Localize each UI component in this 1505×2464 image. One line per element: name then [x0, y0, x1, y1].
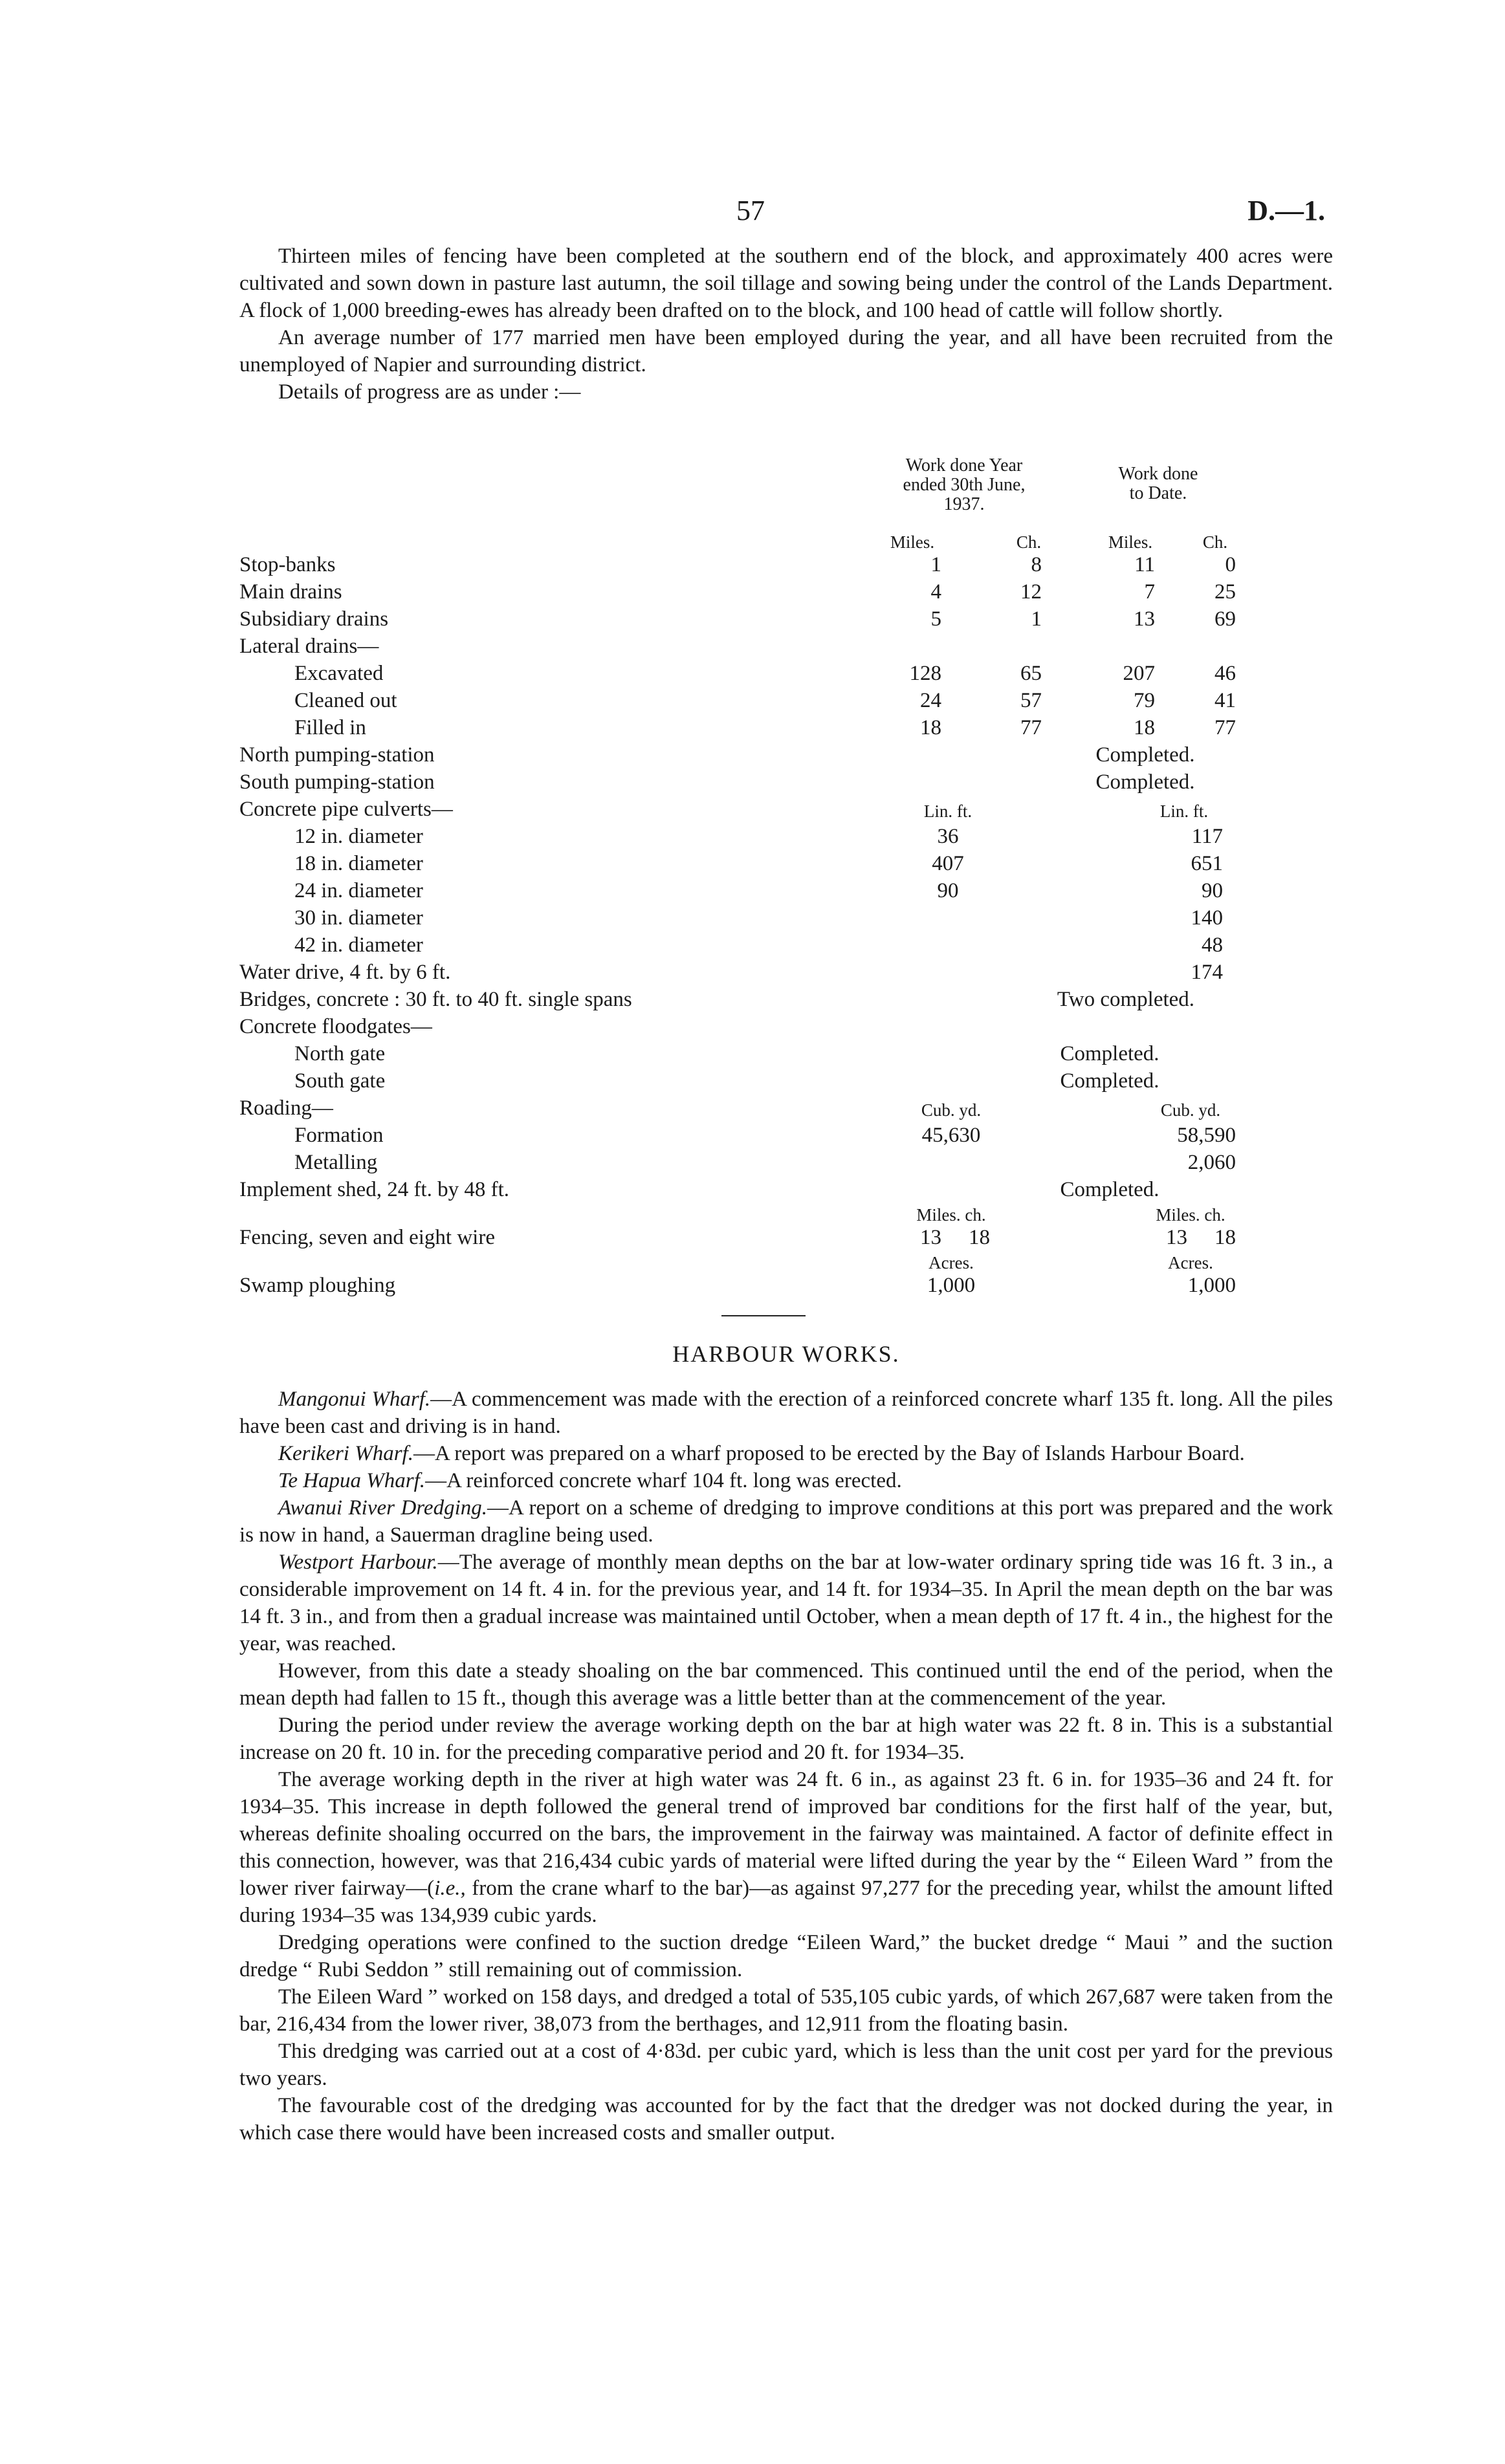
document-reference: D.—1. [1247, 195, 1325, 226]
section-heading: HARBOUR WORKS. [672, 1341, 900, 1367]
paragraph-tehapua: Te Hapua Wharf.—A reinforced concrete wharf 104 ft. long was erected. [278, 1469, 902, 1492]
table-row: Fencing, seven and eight wire 13 18 13 18 [239, 1226, 1236, 1249]
table-row: 42 in. diameter 48 [294, 933, 1223, 957]
table-row: Cleaned out 24 57 79 41 [294, 689, 1236, 712]
table-row: Water drive, 4 ft. by 6 ft. 174 [239, 961, 1223, 984]
col-header-year: Work done Year ended 30th June, 1937. [903, 455, 1026, 514]
paragraph: The Eileen Ward ” worked on 158 days, and dredged a total of 535,105 cubic yards, of which 267,687 were taken from the bar, 216,434 from the lower river, 38,073 from the berthages, and 12,911 from the floating basin. [239, 1985, 1333, 2036]
paragraph-westport: Westport Harbour.—The average of monthly mean depths on the bar at low-water ordinary spring tide was 16 ft. 3 in., a considerable improvement on 14 ft. 4 in. for the previous year, and 14 ft. for 1934–35. In April the mean depth on the bar was 14 ft. 3 in., and from then a gradual increase was maintained until October, when a mean depth of 17 ft. 4 in., the highest for the year, was reached. [239, 1551, 1333, 1655]
intro-paragraph: An average number of 177 married men have been employed during the year, and all have been recruited from the unemployed of Napier and surrounding district. [239, 326, 1333, 376]
table-row: 12 in. diameter 36 117 [294, 825, 1223, 848]
table-row: Subsidiary drains 5 1 13 69 [239, 607, 1236, 631]
paragraph: The average working depth in the river at high water was 24 ft. 6 in., as against 23 ft. 6 in. for 1935–36 and 24 ft. for 1934–35. This increase in depth followed the general trend of improved bar conditions for the first half of the year, but, whereas definite shoaling occurred on the bars, the improvement in the fairway was maintained. A factor of definite effect in this connection, however, was that 216,434 cubic yards of material were lifted during the year by the “ Eileen Ward ” from the lower river fairway—(i.e., from the crane wharf to the bar)—as against 97,277 for the preceding year, whilst the amount lifted during 1934–35 was 134,939 cubic yards. [239, 1768, 1333, 1927]
table-row: Implement shed, 24 ft. by 48 ft. Completed. [239, 1178, 1159, 1201]
paragraph: However, from this date a steady shoaling on the bar commenced. This continued until the end of the period, when the mean depth had fallen to 15 ft., though this average was a little better than at the commencement of the year. [239, 1659, 1333, 1710]
table-row: Formation 45,630 58,590 [294, 1124, 1236, 1147]
table-row: Lateral drains— [239, 635, 379, 658]
paragraph: The favourable cost of the dredging was accounted for by the fact that the dredger was not docked during the year, in which case there would have been increased costs and smaller output. [239, 2094, 1333, 2144]
table-row: 30 in. diameter 140 [294, 906, 1223, 930]
table-row: Filled in 18 77 18 77 [294, 716, 1236, 739]
table-row: Stop-banks 1 8 11 0 [239, 553, 1236, 576]
table-row: North gate Completed. [294, 1042, 1159, 1065]
paragraph: Dredging operations were confined to the suction dredge “Eileen Ward,” the bucket dredge “ Maui ” and the suction dredge “ Rubi Seddon ” still remaining out of commission. [239, 1931, 1333, 1981]
table-row: 18 in. diameter 407 651 [294, 852, 1223, 875]
table-row: North pumping-station Completed. [239, 743, 1195, 767]
units-row: Miles. ch. Miles. ch. [916, 1205, 1225, 1225]
table-row: Bridges, concrete : 30 ft. to 40 ft. single spans Two completed. [239, 988, 1195, 1011]
table-row: Swamp ploughing 1,000 1,000 [239, 1274, 1236, 1297]
paragraph-mangonui: Mangonui Wharf.—A commencement was made with the erection of a reinforced concrete wharf 135 ft. long. All the piles have been cast and driving is in hand. [239, 1388, 1333, 1438]
table-row: 24 in. diameter 90 90 [294, 879, 1223, 902]
table-row: Metalling 2,060 [294, 1151, 1236, 1174]
intro-text [239, 243, 1333, 406]
paragraph-kerikeri: Kerikeri Wharf.—A report was prepared on a wharf proposed to be erected by the Bay of Islands Harbour Board. [278, 1442, 1245, 1465]
intro-paragraph: Thirteen miles of fencing have been completed at the southern end of the block, and approximately 400 acres were cultivated and sown down in pasture last autumn, the soil tillage and sowing being under the control of the Lands Department. A flock of 1,000 breeding-ewes has already been drafted on to the block, and 100 head of cattle will follow shortly. [239, 245, 1333, 322]
table-row: Concrete pipe culverts— Lin. ft. Lin. ft. [239, 798, 1209, 821]
units-row: Acres. Acres. [928, 1253, 1213, 1272]
page-number: 57 [736, 195, 765, 226]
paragraph: This dredging was carried out at a cost of 4·83d. per cubic yard, which is less than the unit cost per yard for the previous two years. [239, 2040, 1333, 2090]
harbour-text [239, 1386, 1333, 2146]
units-row: Miles. Ch. Miles. Ch. [890, 532, 1228, 552]
progress-table [239, 532, 1333, 1301]
table-row: Concrete floodgates— [239, 1015, 432, 1038]
paragraph: During the period under review the average working depth on the bar at high water was 22 ft. 8 in. This is a substantial increase on 20 ft. 10 in. for the preceding comparative period and 20 ft. for 1934–35. [239, 1714, 1333, 1764]
intro-paragraph: Details of progress are as under :— [278, 380, 581, 404]
col-header-to-date: Work done to Date. [1118, 464, 1198, 503]
table-row: Roading— Cub. yd. Cub. yd. [239, 1096, 1221, 1120]
table-row: South pumping-station Completed. [239, 770, 1195, 794]
table-row: South gate Completed. [294, 1069, 1159, 1093]
paragraph-awanui: Awanui River Dredging.—A report on a scheme of dredging to improve conditions at this port was prepared and the work is now in hand, a Sauerman dragline being used. [239, 1496, 1333, 1547]
table-row: Excavated 128 65 207 46 [294, 662, 1236, 685]
section-divider [721, 1315, 806, 1316]
table-row: Main drains 4 12 7 25 [239, 580, 1236, 604]
